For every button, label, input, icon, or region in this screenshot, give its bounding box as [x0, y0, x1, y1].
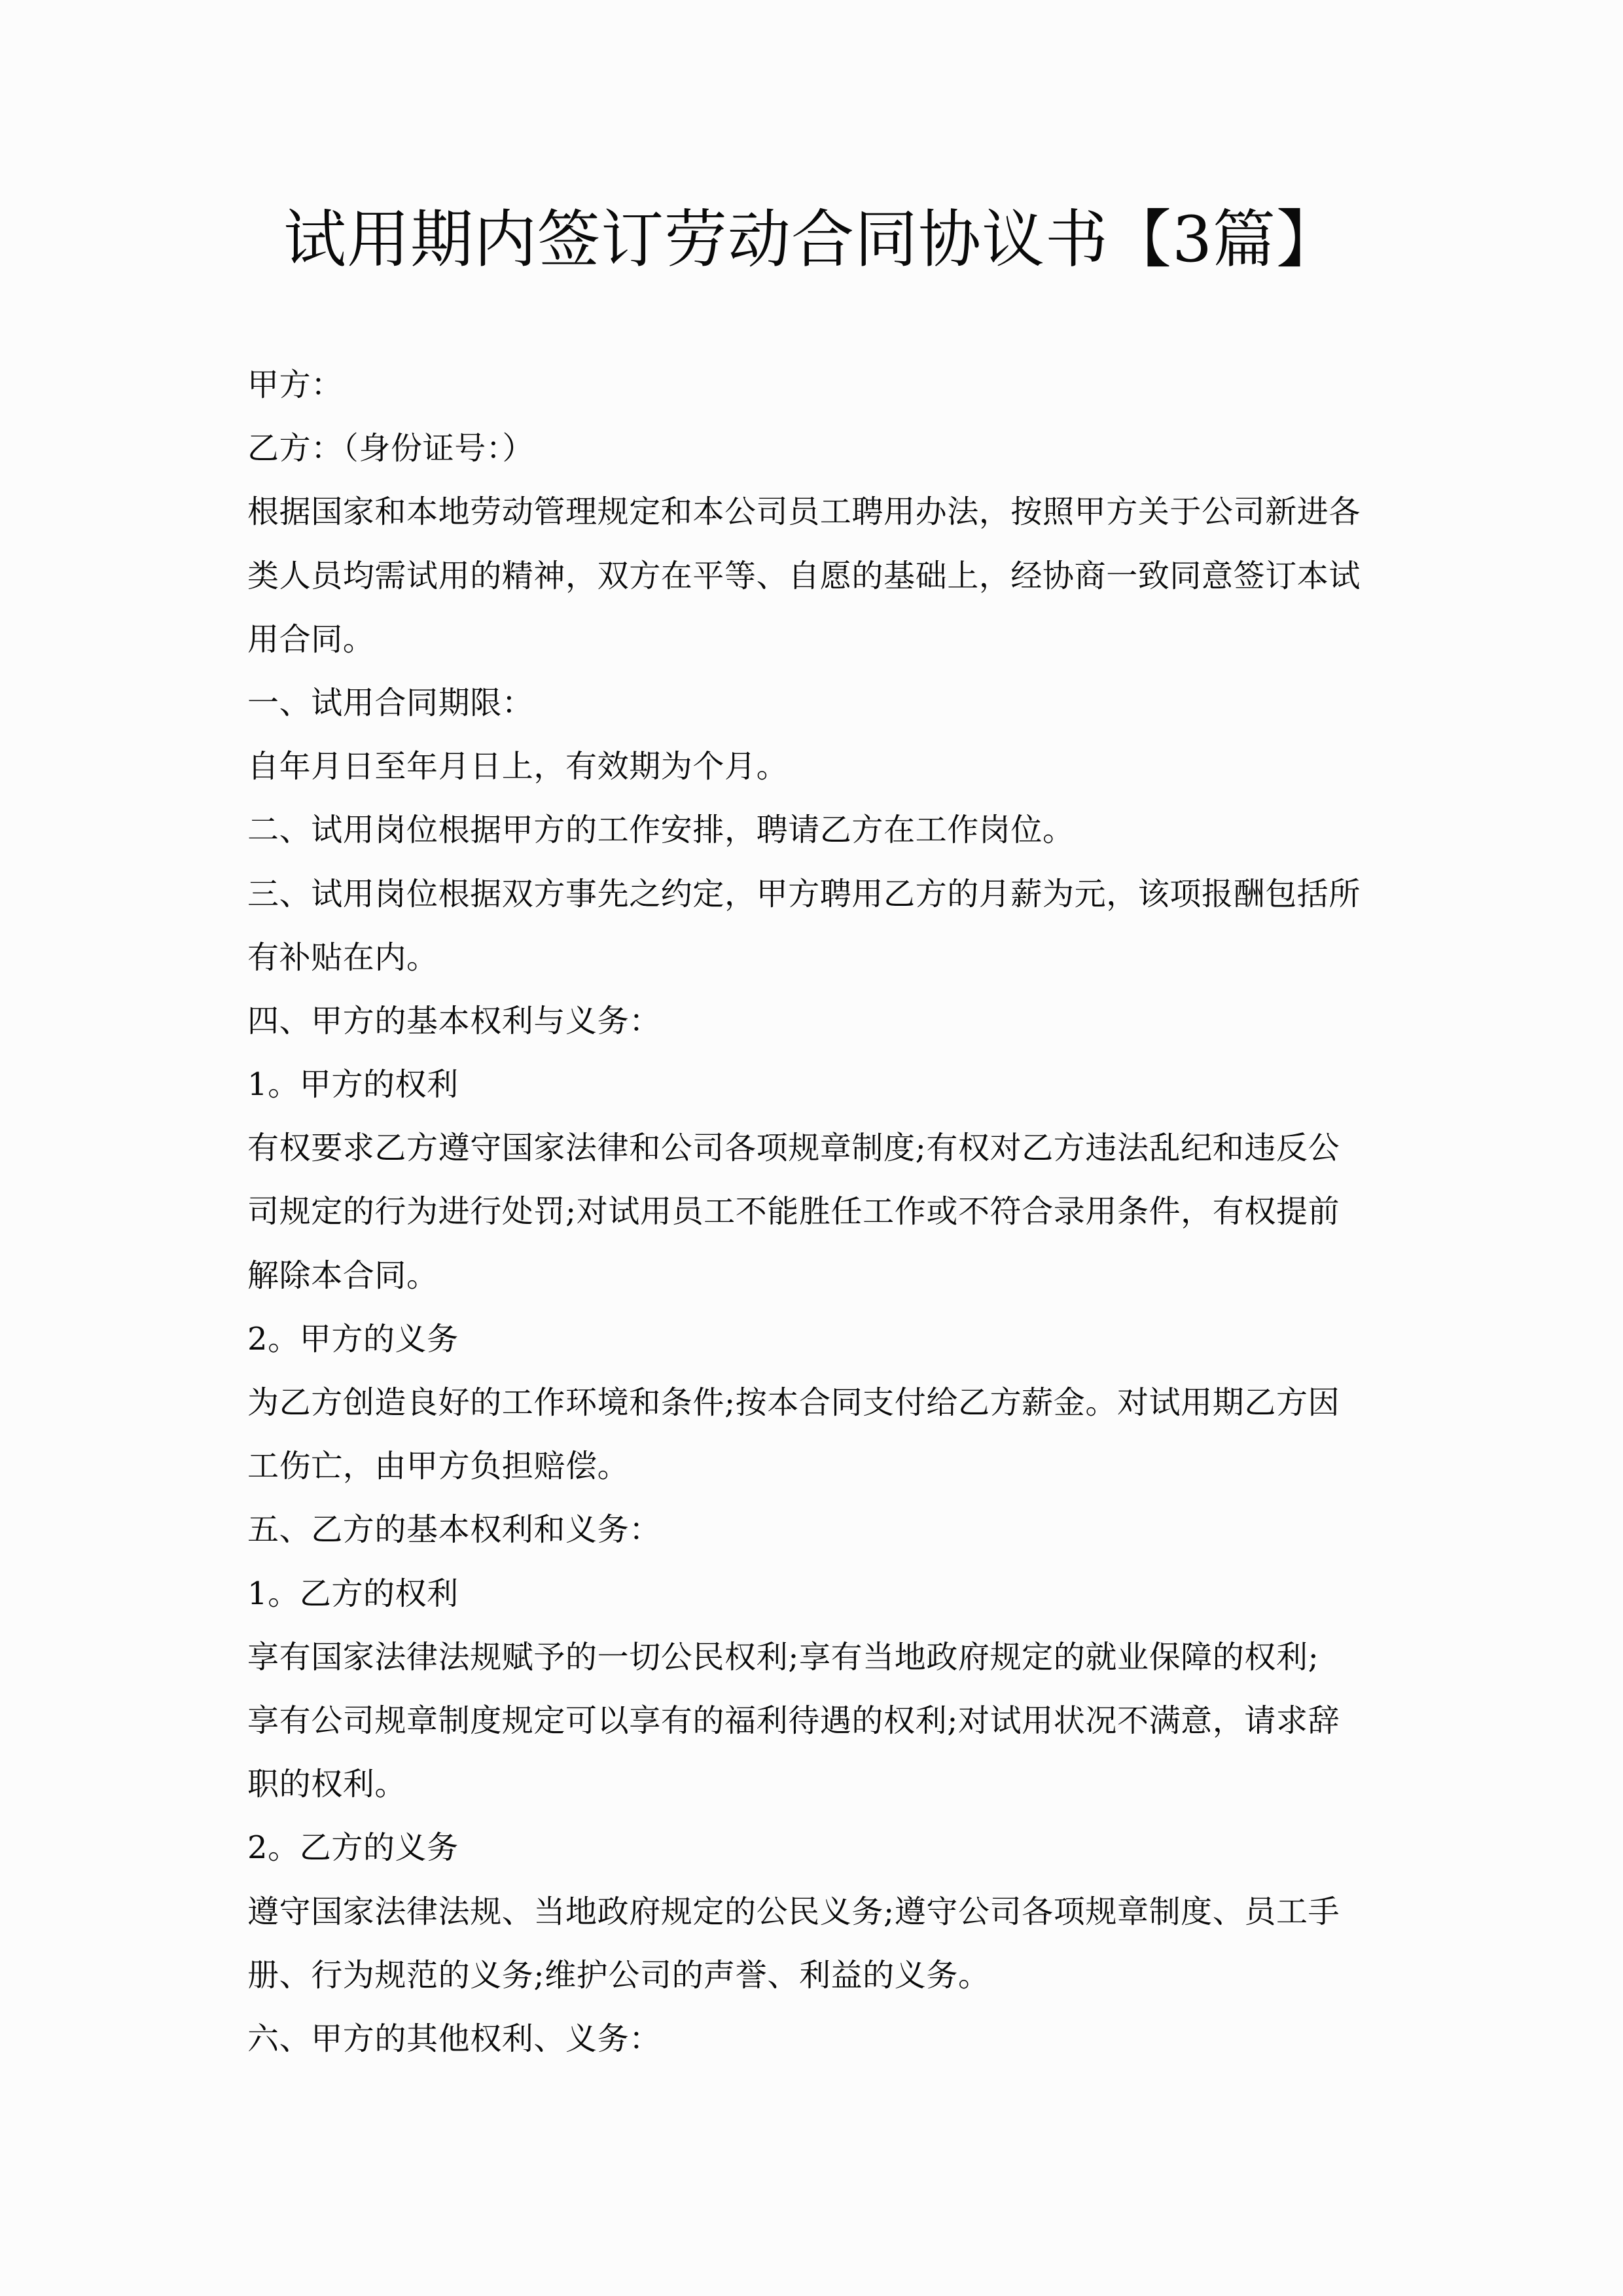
- section-4-sub-1-text-2: 司规定的行为进行处罚;对试用员工不能胜任工作或不符合录用条件，有权提前: [247, 1193, 1340, 1230]
- section-3-text-2: 有补贴在内。: [247, 939, 438, 976]
- preamble-line-2: 类人员均需试用的精神，双方在平等、自愿的基础上，经协商一致同意签订本试: [247, 557, 1361, 594]
- preamble-line-1: 根据国家和本地劳动管理规定和本公司员工聘用办法，按照甲方关于公司新进各: [247, 493, 1361, 531]
- section-4-sub-2-text-2: 工伤亡，由甲方负担赔偿。: [247, 1448, 630, 1485]
- section-2-text: 二、试用岗位根据甲方的工作安排，聘请乙方在工作岗位。: [247, 812, 1075, 849]
- section-5-sub-2-heading: 2。乙方的义务: [247, 1829, 459, 1867]
- party-b-line: 乙方：（身份证号：）: [247, 430, 535, 467]
- section-5-sub-1-text-2: 享有公司规章制度规定可以享有的福利待遇的权利;对试用状况不满意，请求辞: [247, 1702, 1340, 1739]
- document-body: [247, 353, 1386, 2071]
- section-5-sub-1-text-3: 职的权利。: [247, 1766, 407, 1803]
- section-4-sub-2-text-1: 为乙方创造良好的工作环境和条件;按本合同支付给乙方薪金。对试用期乙方因: [247, 1384, 1340, 1421]
- section-4-heading: 四、甲方的基本权利与义务：: [247, 1002, 661, 1039]
- section-4-sub-2-heading: 2。甲方的义务: [247, 1320, 459, 1357]
- section-5-heading: 五、乙方的基本权利和义务：: [247, 1511, 661, 1549]
- section-1-heading: 一、试用合同期限：: [247, 684, 534, 721]
- section-4-sub-1-text-1: 有权要求乙方遵守国家法律和公司各项规章制度;有权对乙方违法乱纪和违反公: [247, 1130, 1340, 1167]
- section-5-sub-1-text-1: 享有国家法律法规赋予的一切公民权利;享有当地政府规定的就业保障的权利;: [247, 1638, 1319, 1676]
- section-6-heading: 六、甲方的其他权利、义务：: [247, 2020, 661, 2057]
- section-5-sub-1-heading: 1。乙方的权利: [247, 1575, 459, 1612]
- section-3-text-1: 三、试用岗位根据双方事先之约定，甲方聘用乙方的月薪为元，该项报酬包括所: [247, 875, 1361, 912]
- section-4-sub-1-text-3: 解除本合同。: [247, 1257, 438, 1294]
- section-5-sub-2-text-1: 遵守国家法律法规、当地政府规定的公民义务;遵守公司各项规章制度、员工手: [247, 1893, 1340, 1930]
- section-4-sub-1-heading: 1。甲方的权利: [247, 1066, 459, 1103]
- document-title: 试用期内签订劳动合同协议书【3篇】: [283, 203, 1340, 276]
- party-a-line: 甲方：: [247, 367, 343, 403]
- section-1-text: 自年月日至年月日上，有效期为个月。: [247, 748, 789, 785]
- preamble-line-3: 用合同。: [247, 620, 375, 658]
- section-5-sub-2-text-2: 册、行为规范的义务;维护公司的声誉、利益的义务。: [247, 1956, 990, 1994]
